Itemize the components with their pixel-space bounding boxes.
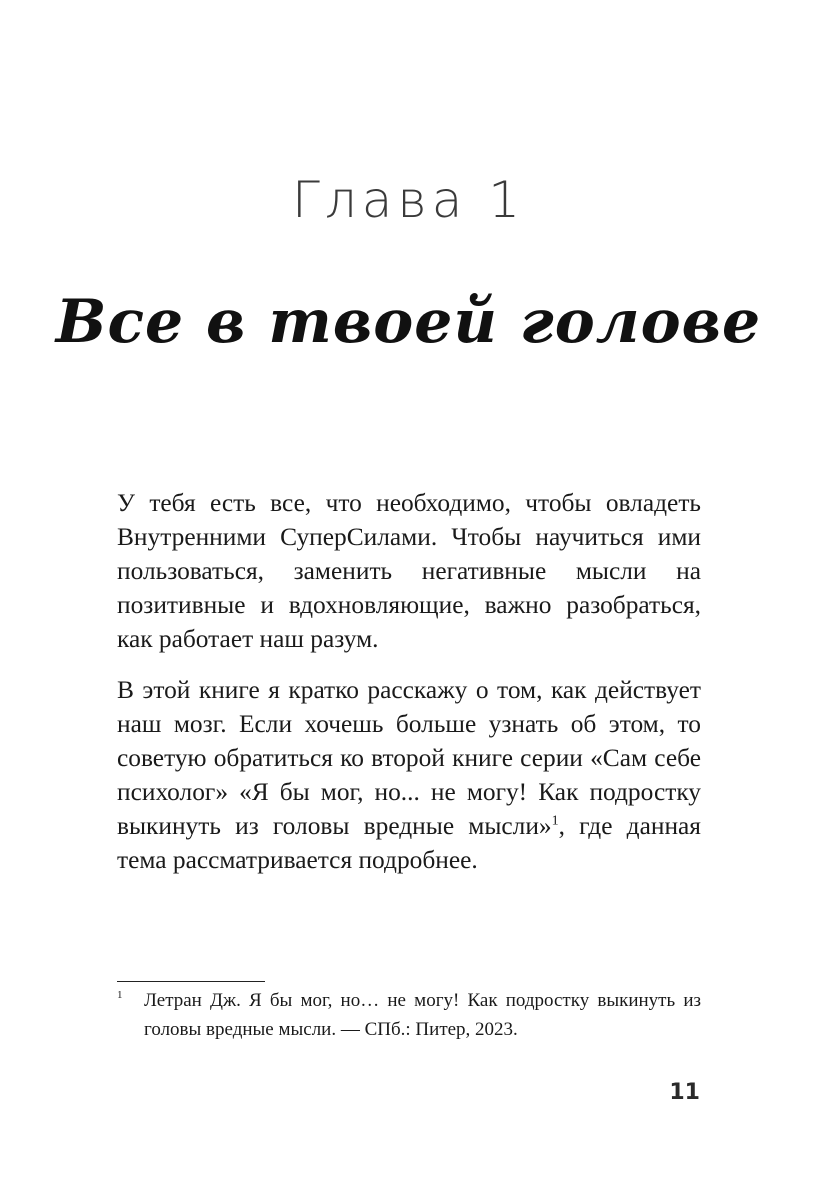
page-number: 11: [669, 1080, 700, 1105]
footnote-reference[interactable]: 1: [551, 813, 559, 829]
body-text: [117, 486, 701, 894]
footnote-text: Летран Дж. Я бы мог, но… не могу! Как подростку выкинуть из головы вредные мысли. — СПб.: Питер, 2023.: [144, 990, 701, 1040]
paragraph-1: У тебя есть все, что необходимо, чтобы овладеть Внутренними СуперСилами. Чтобы научиться ими пользоваться, заменить негативные мысли на позитивные и вдохновляющие, важно разобраться, как работает наш разум.: [117, 489, 701, 653]
footnote-divider: [117, 981, 265, 982]
paragraph-2-tail: , где данная тема рассматривается подробнее.: [117, 812, 701, 874]
footnote: [117, 986, 701, 1044]
chapter-label: Глава 1: [291, 171, 526, 229]
paragraph-2: [117, 673, 701, 877]
chapter-title: Все в твоей голове: [55, 287, 762, 357]
footnote-mark: 1: [117, 989, 123, 1001]
paragraph-2-text: В этой книге я кратко расскажу о том, как действует наш мозг. Если хочешь больше узнать об этом, то советую обратиться ко второй книге серии «Сам себе психолог» «Я бы мог, но... не могу! Как подростку выкинуть из головы вредные мысли»: [117, 676, 701, 840]
